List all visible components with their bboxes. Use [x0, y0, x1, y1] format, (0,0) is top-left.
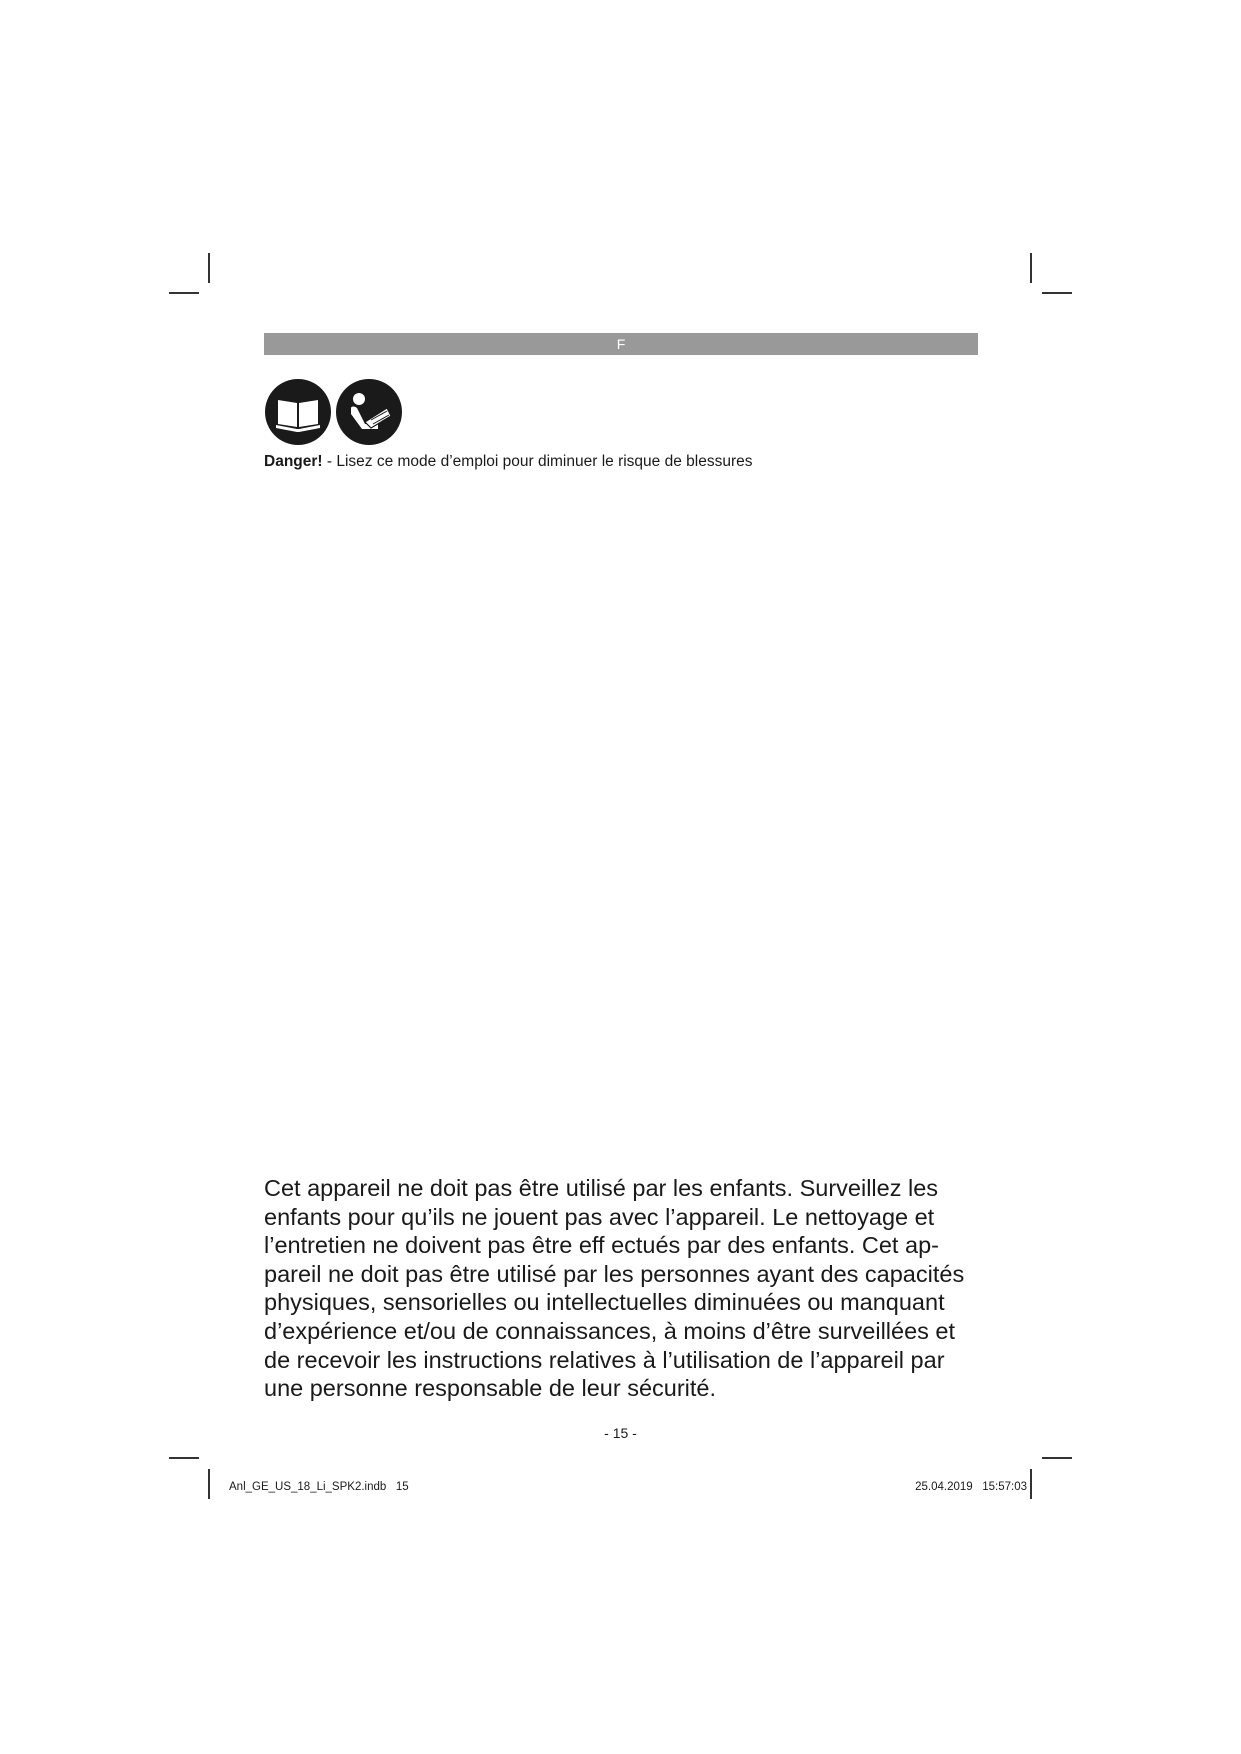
- paragraph-line: l’entretien ne doivent pas être eff ectués par des enfants. Cet ap-: [264, 1232, 939, 1259]
- footer-timestamp: 25.04.2019 15:57:03: [915, 1481, 1027, 1493]
- footer-file-name: Anl_GE_US_18_Li_SPK2.indb 15: [229, 1481, 409, 1493]
- crop-mark: [169, 292, 199, 294]
- crop-mark: [208, 253, 210, 283]
- read-manual-person-icon: [335, 378, 403, 446]
- safety-paragraph: [264, 1174, 984, 1403]
- danger-label: Danger!: [264, 453, 323, 470]
- crop-mark: [1030, 253, 1032, 283]
- page-number: - 15 -: [604, 1425, 637, 1441]
- paragraph-line: d’expérience et/ou de connaissances, à moins d’être surveillées et: [264, 1317, 956, 1344]
- paragraph-line: une personne responsable de leur sécurité.: [264, 1375, 717, 1402]
- danger-text: - Lisez ce mode d’emploi pour diminuer le risque de blessures: [322, 453, 753, 470]
- crop-mark: [1042, 292, 1072, 294]
- danger-warning: [264, 452, 752, 472]
- crop-mark: [208, 1469, 210, 1499]
- paragraph-line: physiques, sensorielles ou intellectuelles diminuées ou manquant: [264, 1289, 945, 1316]
- paragraph-line: enfants pour qu’ils ne jouent pas avec l’appareil. Le nettoyage et: [264, 1203, 935, 1230]
- crop-mark: [1030, 1469, 1032, 1499]
- paragraph-line: pareil ne doit pas être utilisé par les personnes ayant des capacités: [264, 1260, 965, 1287]
- crop-mark: [1042, 1457, 1072, 1459]
- paragraph-line: de recevoir les instructions relatives à l’utilisation de l’appareil par: [264, 1346, 945, 1373]
- paragraph-line: Cet appareil ne doit pas être utilisé par les enfants. Surveillez les: [264, 1175, 939, 1201]
- language-header-bar: [264, 333, 978, 355]
- language-code: F: [616, 336, 626, 352]
- crop-mark: [169, 1457, 199, 1459]
- read-manual-book-icon: [264, 378, 332, 446]
